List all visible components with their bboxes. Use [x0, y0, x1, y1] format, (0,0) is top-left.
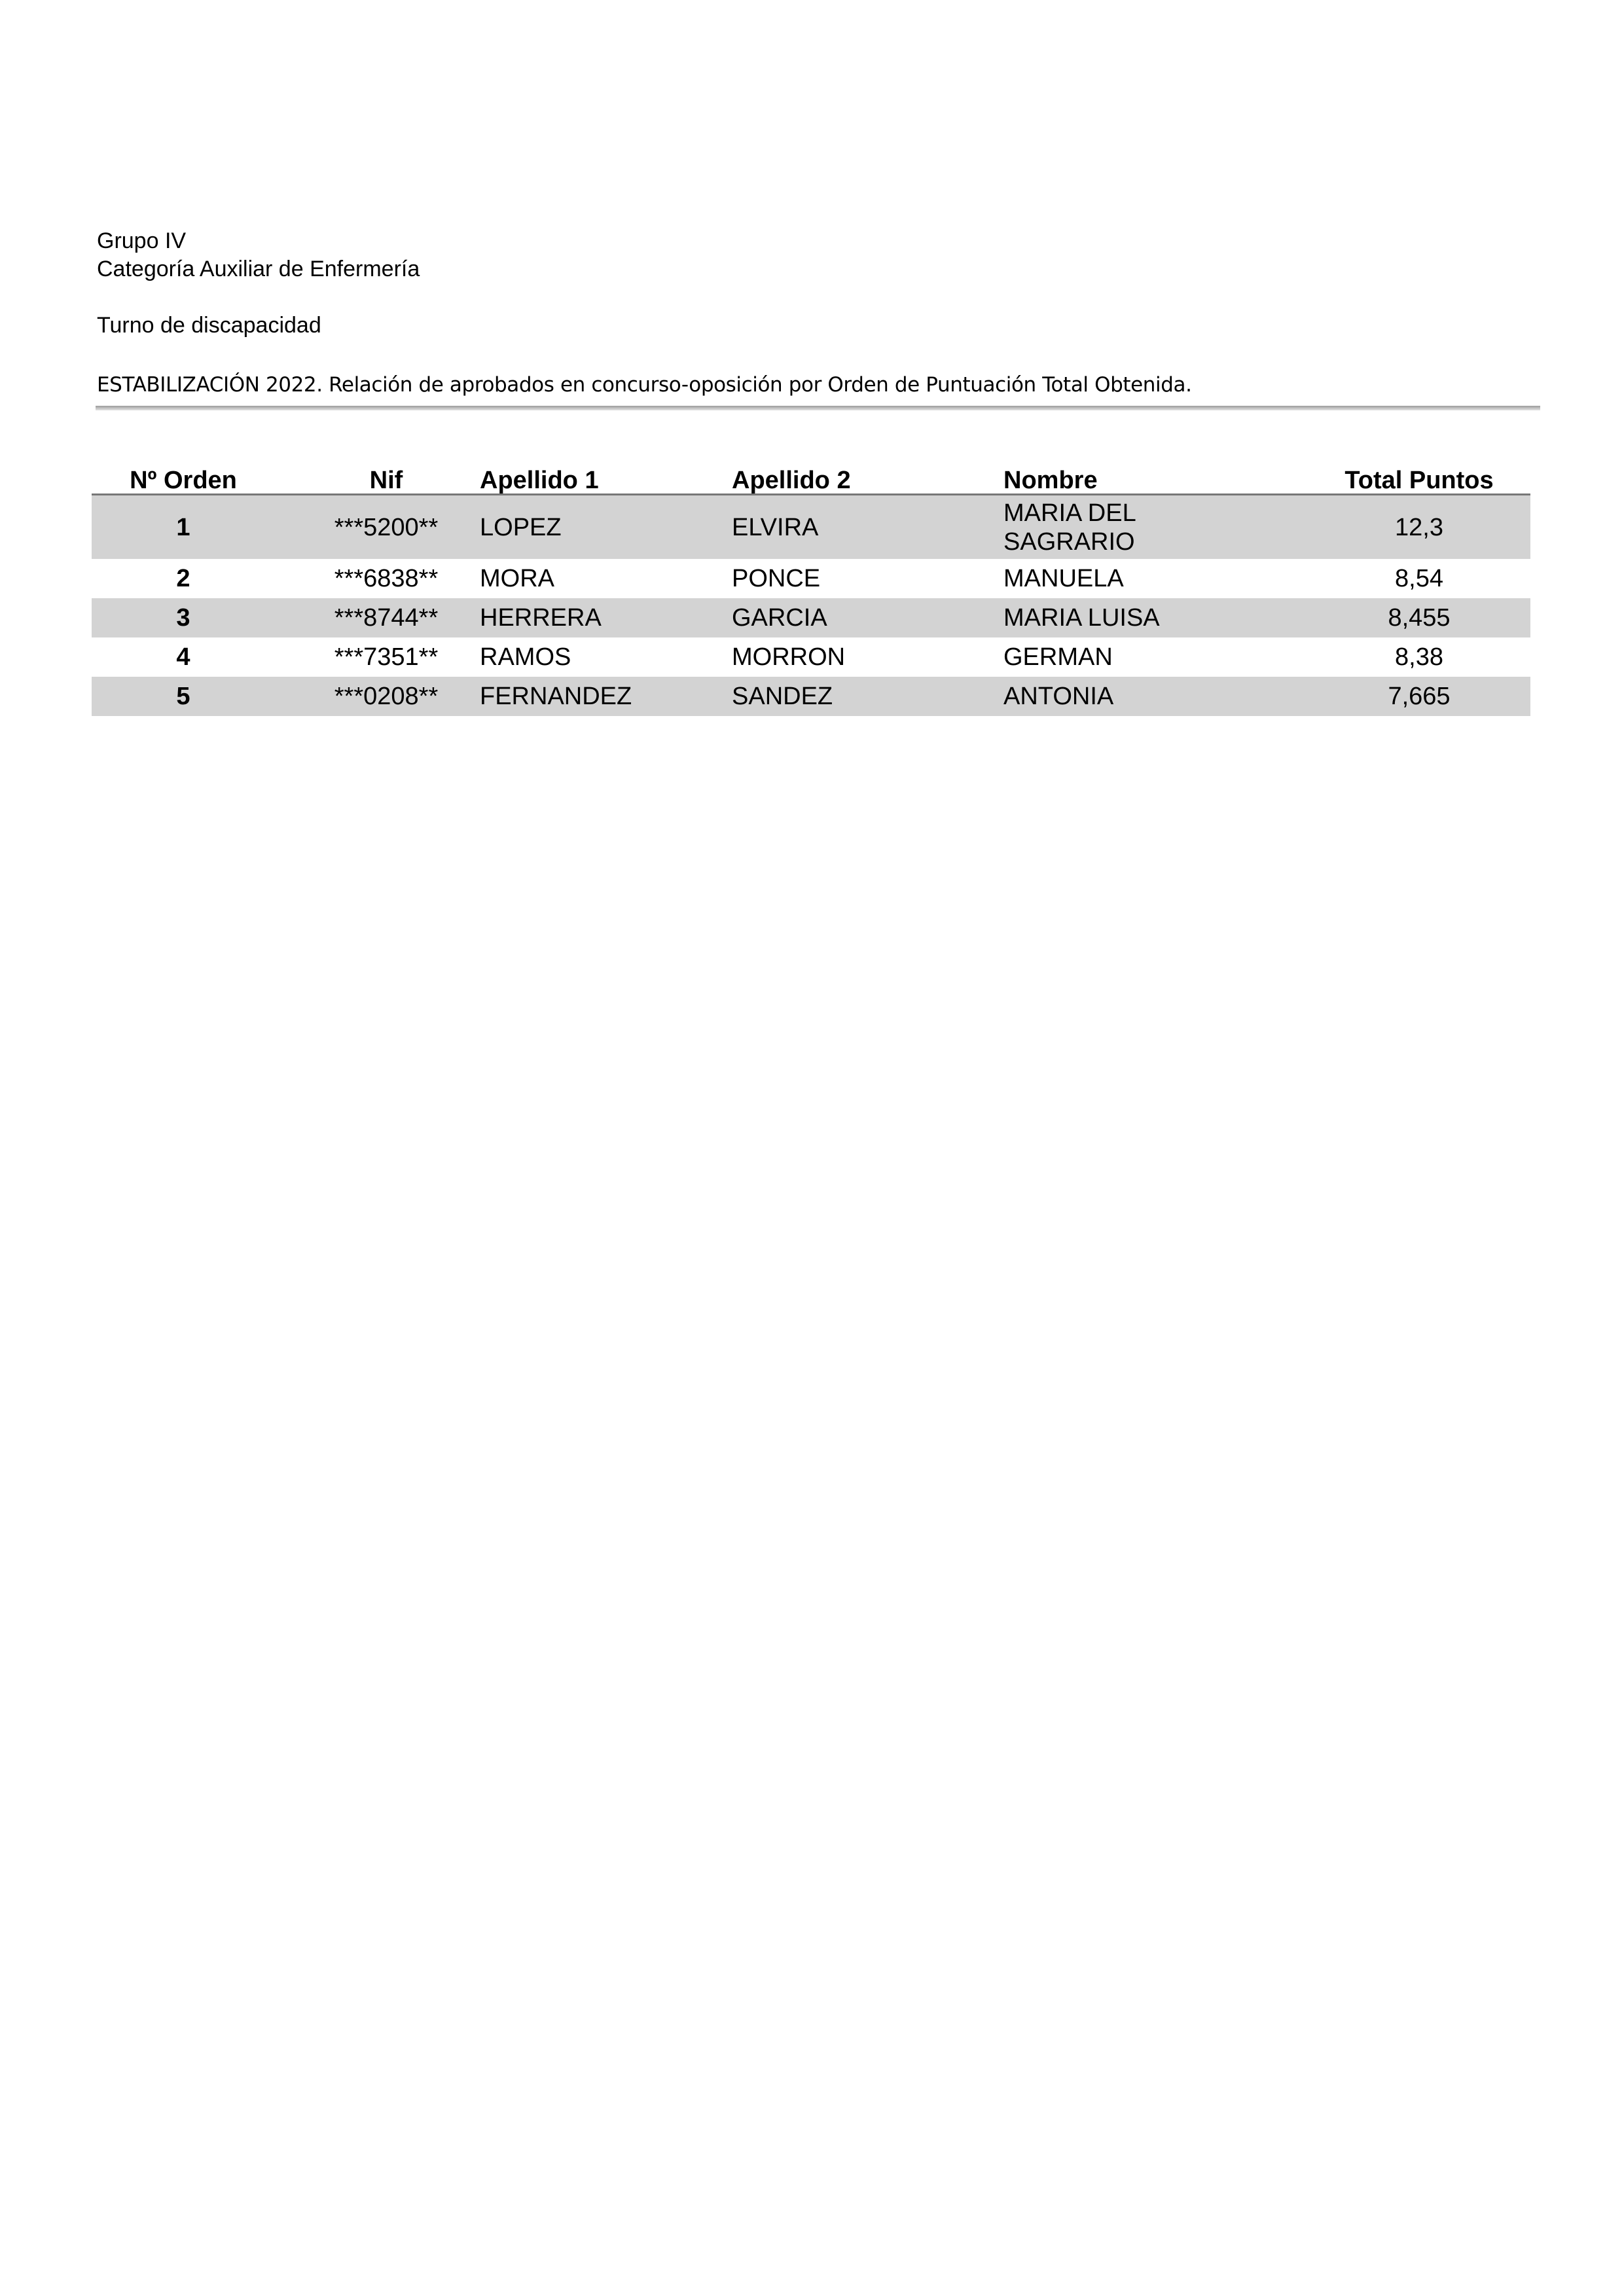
cell-puntos: 7,665 — [1388, 683, 1451, 710]
cell-nombre: GERMAN — [1003, 643, 1113, 671]
column-header-puntos: Total Puntos — [1344, 467, 1494, 494]
table-row — [92, 495, 1530, 559]
cell-apellido2: SANDEZ — [732, 683, 833, 710]
results-table — [92, 462, 1530, 716]
table-row — [92, 637, 1530, 677]
table-row — [92, 559, 1530, 598]
cell-orden: 2 — [176, 565, 190, 592]
cell-puntos: 8,54 — [1395, 565, 1443, 592]
table-header — [92, 462, 1530, 495]
cell-apellido1: LOPEZ — [480, 513, 562, 541]
column-header-apellido1: Apellido 1 — [480, 467, 599, 494]
cell-orden: 5 — [176, 683, 190, 710]
cell-puntos: 8,455 — [1388, 604, 1451, 632]
category-label: Categoría Auxiliar de Enfermería — [97, 257, 420, 281]
cell-orden: 3 — [176, 604, 190, 632]
cell-orden: 1 — [176, 513, 190, 541]
cell-apellido1: MORA — [480, 565, 554, 592]
column-header-nombre: Nombre — [1003, 467, 1098, 494]
cell-nombre: ANTONIA — [1003, 683, 1114, 710]
cell-nif: ***6838** — [334, 565, 439, 592]
cell-apellido2: MORRON — [732, 643, 846, 671]
cell-apellido2: ELVIRA — [732, 513, 819, 541]
table-row — [92, 598, 1530, 637]
cell-nombre-line1: MARIA DEL — [1003, 499, 1136, 527]
document-title: ESTABILIZACIÓN 2022. Relación de aprobados en concurso-oposición por Orden de Puntuación Total Obtenida. — [97, 373, 1192, 397]
cell-nif: ***5200** — [334, 513, 439, 541]
cell-nif: ***7351** — [334, 643, 439, 671]
cell-nombre-line2: SAGRARIO — [1003, 528, 1135, 556]
cell-apellido1: RAMOS — [480, 643, 571, 671]
cell-apellido1: FERNANDEZ — [480, 683, 632, 710]
cell-puntos: 12,3 — [1395, 513, 1443, 541]
column-header-apellido2: Apellido 2 — [732, 467, 851, 494]
cell-puntos: 8,38 — [1395, 643, 1443, 671]
cell-apellido2: GARCIA — [732, 604, 827, 632]
cell-apellido1: HERRERA — [480, 604, 602, 632]
cell-nombre: MANUELA — [1003, 565, 1124, 592]
shift-label: Turno de discapacidad — [97, 313, 321, 338]
cell-orden: 4 — [176, 643, 190, 671]
cell-nombre — [1003, 499, 1136, 556]
table-row — [92, 677, 1530, 716]
cell-nombre: MARIA LUISA — [1003, 604, 1160, 632]
cell-nif: ***8744** — [334, 604, 439, 632]
group-label: Grupo IV — [97, 228, 187, 253]
column-header-nif: Nif — [369, 467, 403, 494]
cell-apellido2: PONCE — [732, 565, 821, 592]
column-header-orden: Nº Orden — [130, 467, 237, 494]
title-divider — [96, 406, 1540, 410]
cell-nif: ***0208** — [334, 683, 439, 710]
